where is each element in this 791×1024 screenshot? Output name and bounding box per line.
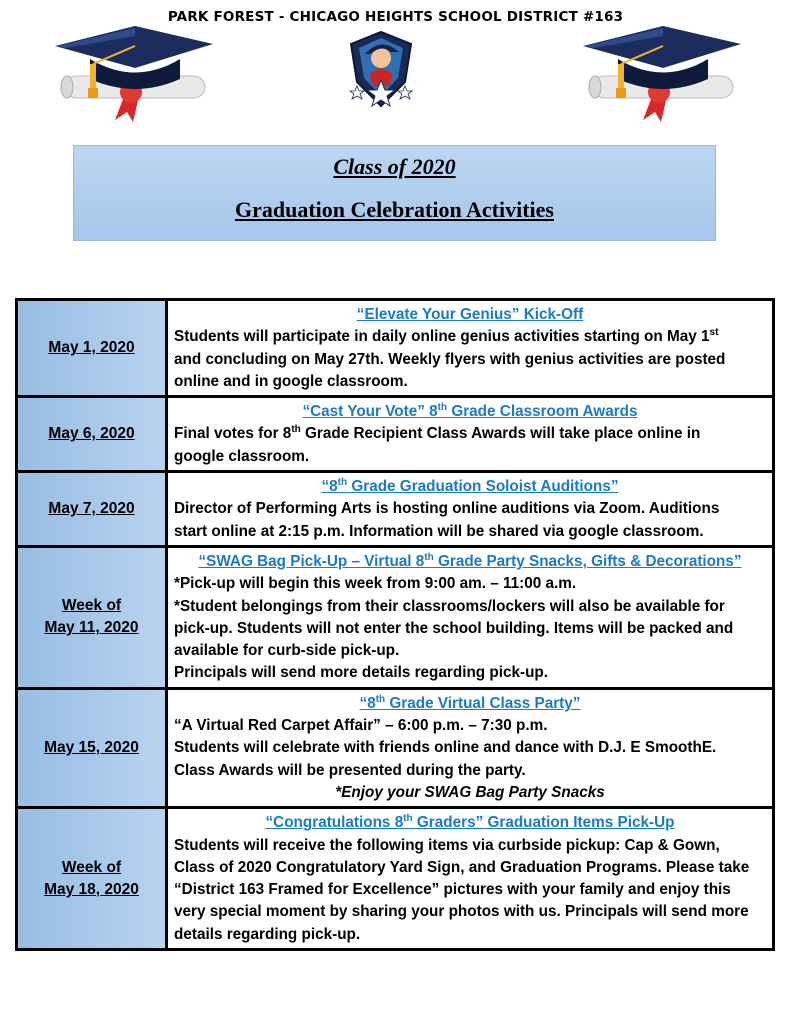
event-title [174, 551, 766, 573]
text-fragment: “Elevate Your Genius” Kick-Off [356, 306, 584, 323]
text-fragment: *Pick-up will begin this week from 9:00 am. – 11:00 a.m. [174, 575, 577, 593]
superscript-text: th [424, 551, 434, 563]
text-fragment: Students will receive the following items via curbside pickup: Cap & Gown, [174, 836, 720, 854]
table-row [17, 300, 774, 397]
event-description-cell [167, 546, 774, 688]
event-date-cell [17, 546, 167, 688]
event-date: Week of [61, 858, 122, 876]
text-fragment: start online at 2:15 p.m. Information will be shared via google classroom. [174, 522, 704, 540]
event-date: May 18, 2020 [44, 880, 139, 898]
text-fragment: “A Virtual Red Carpet Affair” – 6:00 p.m. – 7:30 p.m. [174, 717, 548, 735]
text-fragment: Director of Performing Arts is hosting online auditions via Zoom. Auditions [174, 500, 720, 518]
table-row [17, 397, 774, 472]
text-fragment: online and in google classroom. [174, 372, 408, 390]
title-banner [73, 145, 716, 241]
table-row [17, 472, 774, 547]
event-title [174, 693, 766, 715]
district-mascot-logo [345, 30, 417, 108]
event-description-cell [167, 397, 774, 472]
table-row [17, 546, 774, 688]
event-detail-line [174, 901, 766, 923]
event-detail-line [174, 573, 766, 595]
table-row [17, 808, 774, 950]
event-date: May 1, 2020 [48, 339, 135, 357]
event-date: May 11, 2020 [44, 619, 139, 637]
event-note: *Enjoy your SWAG Bag Party Snacks [335, 783, 605, 801]
event-title [174, 476, 766, 498]
page-title: Class of 2020 [333, 154, 456, 179]
text-fragment: “SWAG Bag Pick-Up – Virtual 8 [198, 552, 425, 570]
event-detail-line [174, 662, 766, 684]
text-fragment: “District 163 Framed for Excellence” pictures with your family and enjoy this [174, 881, 731, 899]
text-fragment: very special moment by sharing your photos with us. Principals will send more [174, 903, 749, 921]
event-date-cell [17, 300, 167, 397]
superscript-text: th [291, 424, 301, 436]
event-detail-line [174, 326, 766, 348]
event-detail-line [174, 835, 766, 857]
event-detail-line [174, 498, 766, 520]
superscript-text: th [437, 402, 448, 414]
event-date: May 7, 2020 [48, 500, 135, 518]
event-date: May 15, 2020 [44, 738, 139, 756]
superscript-text: th [403, 813, 413, 825]
graduation-cap-icon [583, 24, 743, 124]
activities-schedule-table [15, 298, 775, 951]
text-fragment: Students will celebrate with friends online and dance with D.J. E SmoothE. [174, 739, 717, 757]
event-title [174, 812, 766, 834]
text-fragment: Class of 2020 Congratulatory Yard Sign, and Graduation Programs. Please take [174, 858, 750, 876]
text-fragment: “Cast Your Vote” 8 [302, 403, 438, 421]
text-fragment: Grade Virtual Class Party” [385, 694, 581, 712]
text-fragment: Graders” Graduation Items Pick-Up [412, 814, 675, 832]
text-fragment: “8 [321, 478, 338, 496]
text-fragment: Final votes for 8 [174, 425, 292, 443]
event-detail-line [174, 618, 766, 640]
district-header: PARK FOREST - CHICAGO HEIGHTS SCHOOL DISTRICT #163 [167, 9, 624, 25]
event-title [174, 304, 766, 326]
graduation-cap-icon [55, 24, 215, 124]
text-fragment: details regarding pick-up. [174, 925, 361, 943]
event-detail-line [174, 423, 766, 445]
event-detail-line [174, 596, 766, 618]
text-fragment: Principals will send more details regarding pick-up. [174, 664, 549, 682]
text-fragment: “8 [359, 694, 376, 712]
event-detail-line [174, 879, 766, 901]
event-detail-line [174, 760, 766, 782]
event-detail-line [174, 857, 766, 879]
event-description-cell [167, 688, 774, 807]
event-description-cell [167, 300, 774, 397]
event-detail-line [174, 737, 766, 759]
event-detail-line [174, 715, 766, 737]
event-detail-line [174, 446, 766, 468]
text-fragment: Class Awards will be presented during the party. [174, 761, 526, 779]
event-date-cell [17, 808, 167, 950]
text-fragment: *Student belongings from their classrooms/lockers will also be available for [174, 597, 725, 615]
event-description-cell [167, 808, 774, 950]
event-date-cell [17, 688, 167, 807]
event-detail-line [174, 924, 766, 946]
text-fragment: google classroom. [174, 447, 310, 465]
text-fragment: Grade Classroom Awards [447, 403, 638, 421]
event-detail-line [174, 349, 766, 371]
text-fragment: and concluding on May 27th. Weekly flyers with genius activities are posted [174, 350, 726, 368]
event-description-cell [167, 472, 774, 547]
text-fragment: Students will participate in daily online genius activities starting on May 1 [174, 328, 710, 346]
event-detail-line [174, 640, 766, 662]
superscript-text: st [709, 327, 719, 339]
page-subtitle: Graduation Celebration Activities [235, 197, 554, 222]
text-fragment: pick-up. Students will not enter the school building. Items will be packed and [174, 619, 734, 637]
text-fragment: “Congratulations 8 [265, 814, 404, 832]
event-detail-line [174, 521, 766, 543]
event-date-cell [17, 397, 167, 472]
superscript-text: th [375, 693, 386, 705]
event-detail-line [174, 371, 766, 393]
event-date-cell [17, 472, 167, 547]
event-date: Week of [61, 597, 122, 615]
event-date: May 6, 2020 [48, 425, 135, 443]
text-fragment: Grade Party Snacks, Gifts & Decorations” [433, 552, 742, 570]
table-row [17, 688, 774, 807]
text-fragment: Grade Graduation Soloist Auditions” [347, 478, 619, 496]
text-fragment: Grade Recipient Class Awards will take place online in [300, 425, 701, 443]
superscript-text: th [337, 476, 348, 488]
event-title [174, 401, 766, 423]
text-fragment: available for curb-side pick-up. [174, 642, 400, 660]
schedule-body [17, 300, 774, 950]
